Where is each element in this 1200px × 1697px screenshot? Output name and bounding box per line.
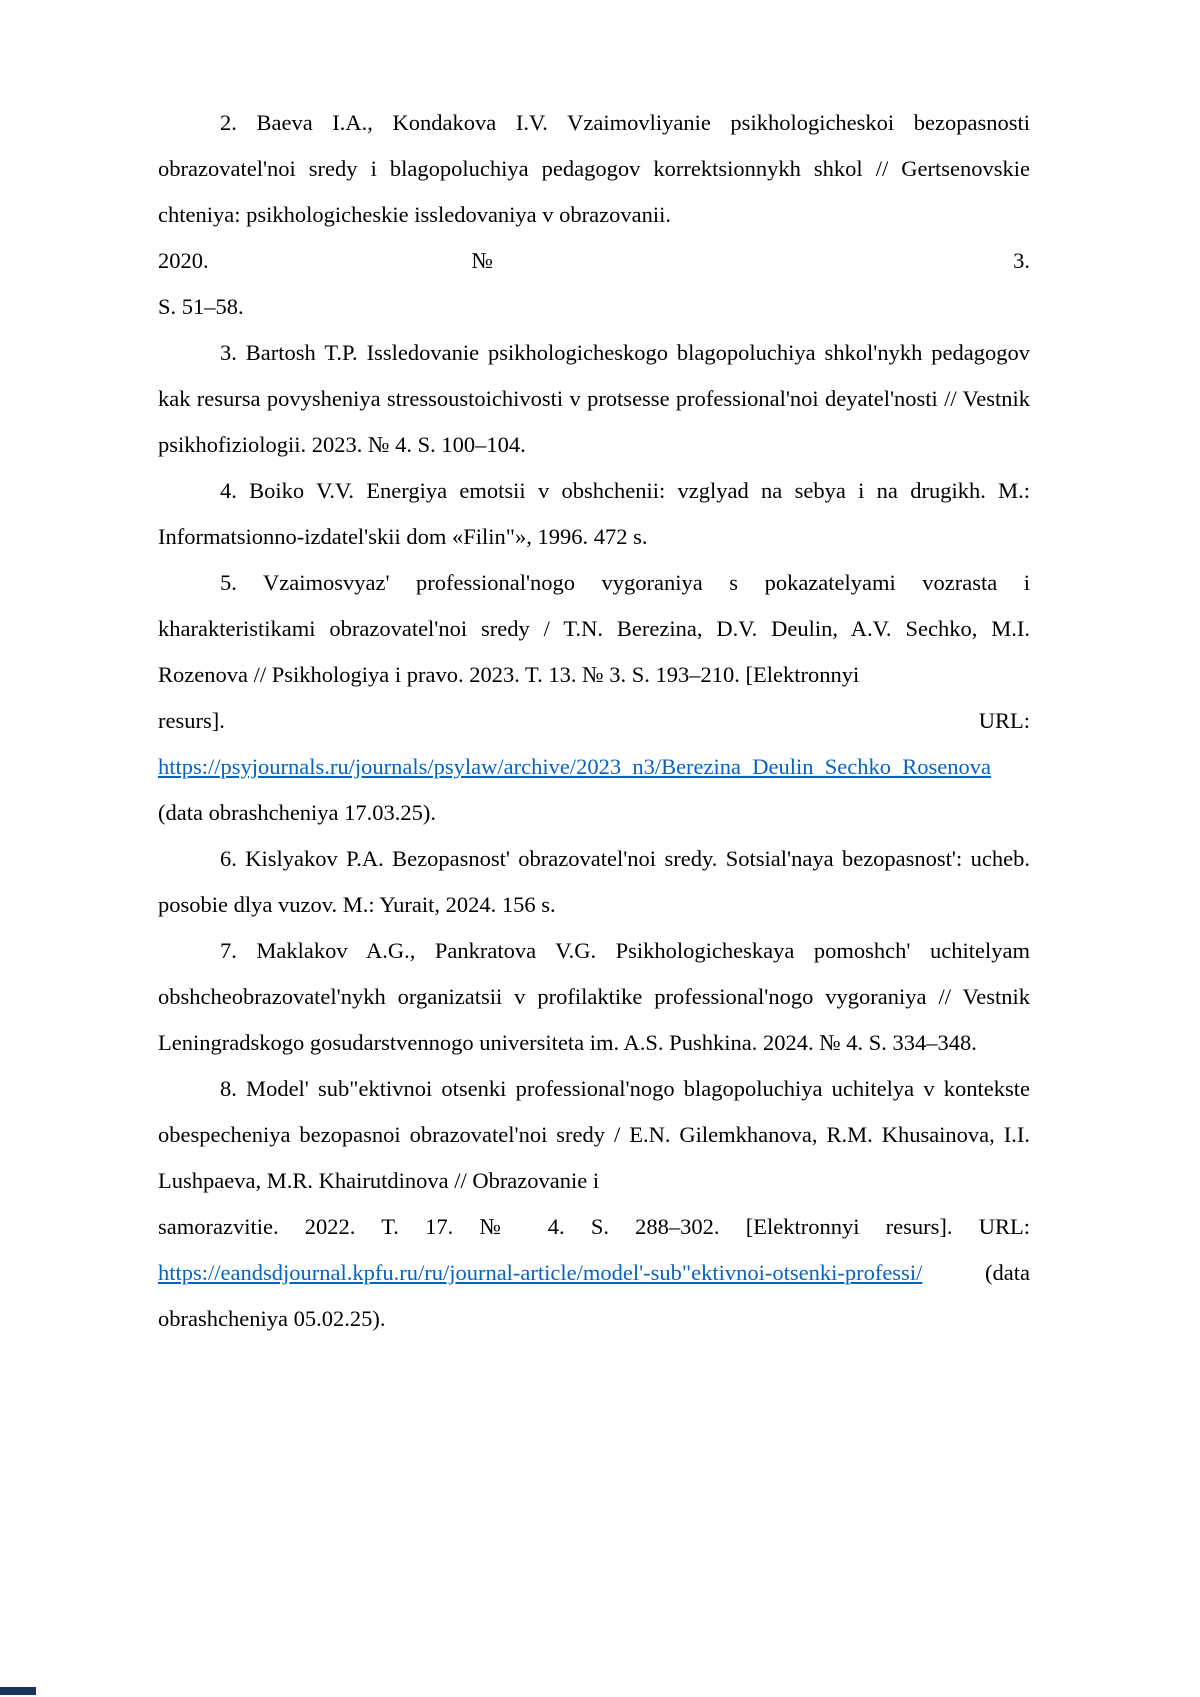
bottom-left-fragment [0, 1687, 36, 1695]
reference-link[interactable]: https://psyjournals.ru/journals/psylaw/archive/2023_n3/Berezina_Deulin_Sechko_Rosenova [158, 754, 991, 779]
references-list [158, 100, 1030, 1342]
reference-text-block [158, 836, 1030, 928]
reference-text: 3. Bartosh T.P. Issledovanie psikhologicheskogo blagopoluchiya shkol'nykh pedagogov kak resursa povysheniya stressoustoichivosti v protsesse professional'noi deyatel'nosti // Vestnik psikhofiziologii. 2023. № 4. S. 100–104. [158, 340, 1030, 457]
reference-text: 7. Maklakov A.G., Pankratova V.G. Psikhologicheskaya pomoshch' uchitelyam obshcheobrazovatel'nykh organizatsii v profilaktike professional'nogo vygoraniya // Vestnik Leningradskogo gosudarstvennogo universiteta im. A.S. Pushkina. 2024. № 4. S. 334–348. [158, 938, 1030, 1055]
reference-text-block [158, 330, 1030, 468]
reference-text: (data obrashcheniya 05.02.25). [158, 1260, 1030, 1331]
reference-text-block [158, 100, 1030, 238]
reference-item [158, 836, 1030, 928]
reference-item [158, 468, 1030, 560]
reference-text-block [158, 928, 1030, 1066]
reference-link[interactable]: https://eandsdjournal.kpfu.ru/ru/journal-article/model'-sub"ektivnoi-otsenki-professi/ [158, 1260, 923, 1285]
reference-spread-line [158, 1204, 1030, 1250]
reference-text-block [158, 1250, 1030, 1342]
reference-text-block [158, 744, 1030, 836]
reference-text: 6. Kislyakov P.A. Bezopasnost' obrazovatel'noi sredy. Sotsial'naya bezopasnost': ucheb. posobie dlya vuzov. M.: Yurait, 2024. 156 s. [158, 846, 1030, 917]
reference-text: 2020. № 3. [158, 248, 1030, 273]
reference-text: 4. Boiko V.V. Energiya emotsii v obshchenii: vzglyad na sebya i na drugikh. M.: Informatsionno-izdatel'skii dom «Filin"», 1996. 472 s. [158, 478, 1030, 549]
reference-item [158, 330, 1030, 468]
reference-text: resurs]. URL: [158, 708, 1030, 733]
reference-text: S. 51–58. [158, 294, 244, 319]
reference-text: 8. Model' sub"ektivnoi otsenki professional'nogo blagopoluchiya uchitelya v kontekste obespecheniya bezopasnoi obrazovatel'noi sredy / E.N. Gilemkhanova, R.M. Khusainova, I.I. Lushpaeva, M.R. Khairutdinova // Obrazovanie i [158, 1076, 1030, 1193]
reference-spread-line [158, 698, 1030, 744]
reference-text-block [158, 284, 1030, 330]
reference-text-block [158, 468, 1030, 560]
reference-text-block [158, 1066, 1030, 1204]
reference-item [158, 560, 1030, 836]
reference-text: 5. Vzaimosvyaz' professional'nogo vygoraniya s pokazatelyami vozrasta i kharakteristikami obrazovatel'noi sredy / T.N. Berezina, D.V. Deulin, A.V. Sechko, M.I. Rozenova // Psikhologiya i pravo. 2023. T. 13. № 3. S. 193–210. [Elektronnyi [158, 570, 1030, 687]
reference-spread-line [158, 238, 1030, 284]
reference-item [158, 1066, 1030, 1342]
reference-text: (data obrashcheniya 17.03.25). [158, 800, 437, 825]
reference-text: 2. Baeva I.A., Kondakova I.V. Vzaimovliyanie psikhologicheskoi bezopasnosti obrazovatel'noi sredy i blagopoluchiya pedagogov korrektsionnykh shkol // Gertsenovskie chteniya: psikhologicheskie issledovaniya v obrazovanii. [158, 110, 1030, 227]
reference-item [158, 100, 1030, 330]
reference-item [158, 928, 1030, 1066]
reference-text-block [158, 560, 1030, 698]
reference-text: samorazvitie. 2022. T. 17. № 4. S. 288–302. [Elektronnyi resurs]. URL: [158, 1214, 1030, 1239]
